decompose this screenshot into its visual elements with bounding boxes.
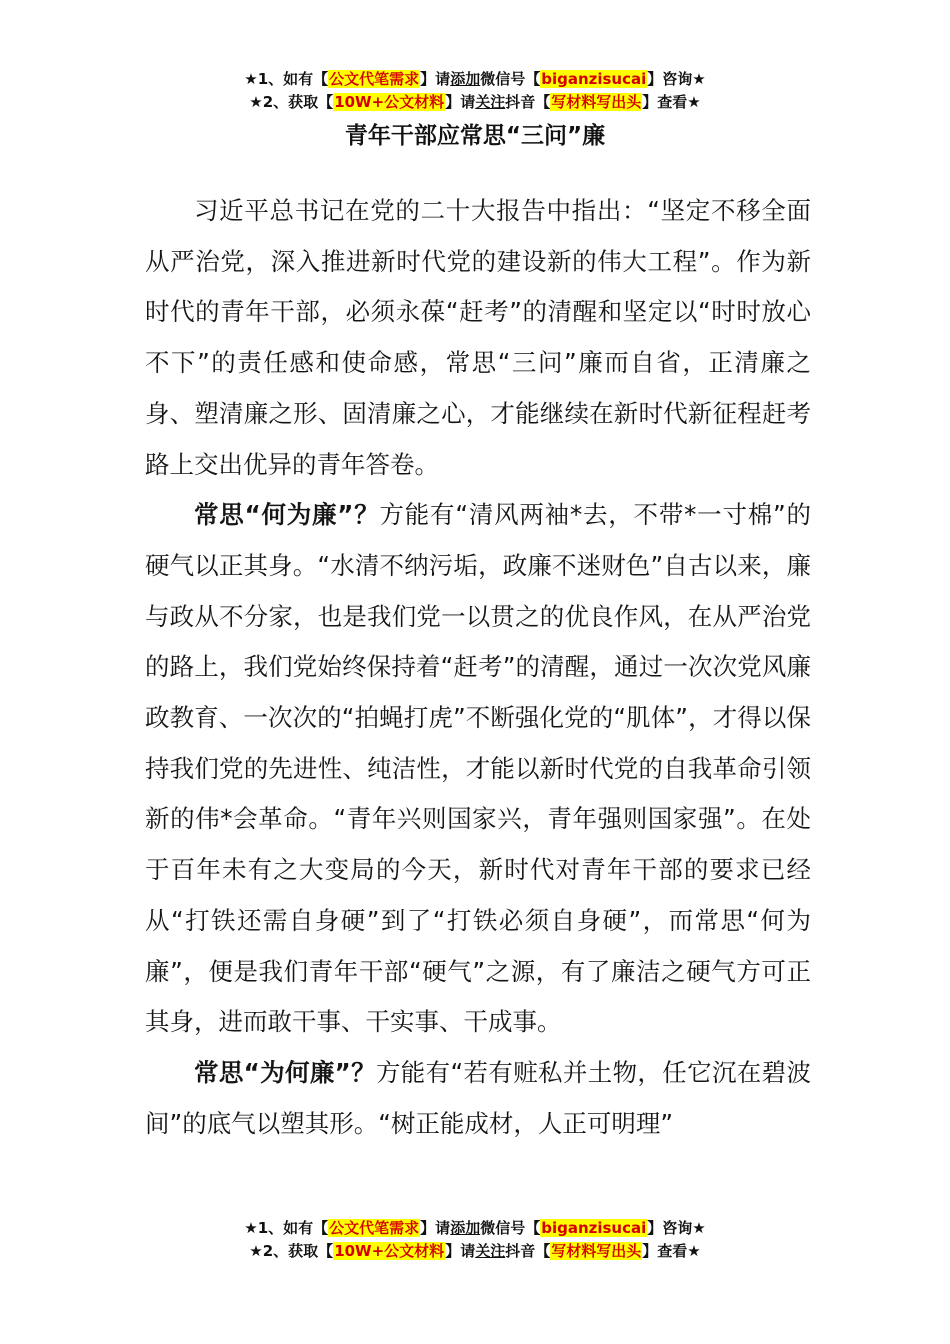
notice-highlight-wechat-id: biganzisucai — [541, 70, 647, 88]
paragraph-text: 方能有“清风两袖*去，不带*一寸棉”的硬气以正其身。“水清不纳污垢，政廉不迷财色”自古以来，廉与政从不分家，也是我们党一以贯之的优良作风，在从严治党的路上，我们党始终保持着“赶考”的清醒，通过一次次党风廉政教育、一次次的“拍蝇打虎”不断强化党的“肌体”，才得以保持我们党的先进性、纯洁性，才能以新时代党的自我革命引领新的伟*会革命。“青年兴则国家兴，青年强则国家强”。在处于百年未有之大变局的今天，新时代对青年干部的要求已经从“打铁还需自身硬”到了“打铁必须自身硬”，而常思“何为廉”，便是我们青年干部“硬气”之源，有了廉洁之硬气方可正其身，进而敢干事、干实事、干成事。 — [145, 500, 811, 1037]
notice-highlight-materials: 10W+公文材料 — [334, 1242, 445, 1260]
paragraph-lead: 常思“为何廉”？ — [194, 1057, 376, 1087]
notice-text: 】请 — [420, 1219, 451, 1237]
notice-highlight-wechat-id: biganzisucai — [541, 1219, 647, 1237]
notice-text: 】查看★ — [642, 1242, 701, 1260]
notice-underline-add: 添加 — [450, 1219, 481, 1237]
notice-highlight-douyin: 写材料写出头 — [551, 93, 642, 111]
document-title: 青年干部应常思“三问”廉 — [344, 123, 606, 149]
footer-notice — [0, 1217, 950, 1263]
notice-text: 】请 — [420, 70, 451, 88]
paragraph-lead: 常思“何为廉”？ — [194, 500, 380, 530]
notice-text: ★1、如有【 — [244, 70, 329, 88]
paragraph-text: 方能有“若有赃私并土物，任它沉在碧波间”的底气以塑其形。“树正能成材，人正可明理” — [145, 1057, 811, 1138]
footer-notice-line-1 — [0, 1217, 950, 1240]
notice-highlight-materials: 10W+公文材料 — [334, 93, 445, 111]
header-notice-line-1 — [0, 68, 950, 91]
notice-text: 】请 — [445, 1242, 476, 1260]
notice-text: 】查看★ — [642, 93, 701, 111]
notice-underline-follow: 关注 — [475, 93, 506, 111]
notice-text: 】咨询★ — [647, 70, 706, 88]
notice-text: ★1、如有【 — [244, 1219, 329, 1237]
paragraph-intro — [145, 186, 811, 490]
notice-text: 微信号【 — [480, 1219, 541, 1237]
notice-underline-add: 添加 — [450, 70, 481, 88]
notice-text: ★2、获取【 — [249, 1242, 334, 1260]
notice-text: 】请 — [445, 93, 476, 111]
notice-text: ★2、获取【 — [249, 93, 334, 111]
notice-underline-follow: 关注 — [475, 1242, 506, 1260]
header-notice — [0, 68, 950, 114]
notice-text: 抖音【 — [505, 93, 551, 111]
notice-text: 抖音【 — [505, 1242, 551, 1260]
paragraph-why-integrity — [145, 1048, 811, 1149]
paragraph-text: 习近平总书记在党的二十大报告中指出：“坚定不移全面从严治党，深入推进新时代党的建设新的伟大工程”。作为新时代的青年干部，必须永葆“赶考”的清醒和坚定以“时时放心不下”的责任感和使命感，常思“三问”廉而自省，正清廉之身、塑清廉之形、固清廉之心，才能继续在新时代新征程赶考路上交出优异的青年答卷。 — [145, 196, 811, 479]
document-body — [145, 186, 811, 1149]
paragraph-what-is-integrity — [145, 490, 811, 1048]
footer-notice-line-2 — [0, 1240, 950, 1263]
notice-text: 微信号【 — [480, 70, 541, 88]
notice-highlight-service: 公文代笔需求 — [329, 1219, 420, 1237]
header-notice-line-2 — [0, 91, 950, 114]
notice-highlight-douyin: 写材料写出头 — [551, 1242, 642, 1260]
notice-text: 】咨询★ — [647, 1219, 706, 1237]
notice-highlight-service: 公文代笔需求 — [329, 70, 420, 88]
